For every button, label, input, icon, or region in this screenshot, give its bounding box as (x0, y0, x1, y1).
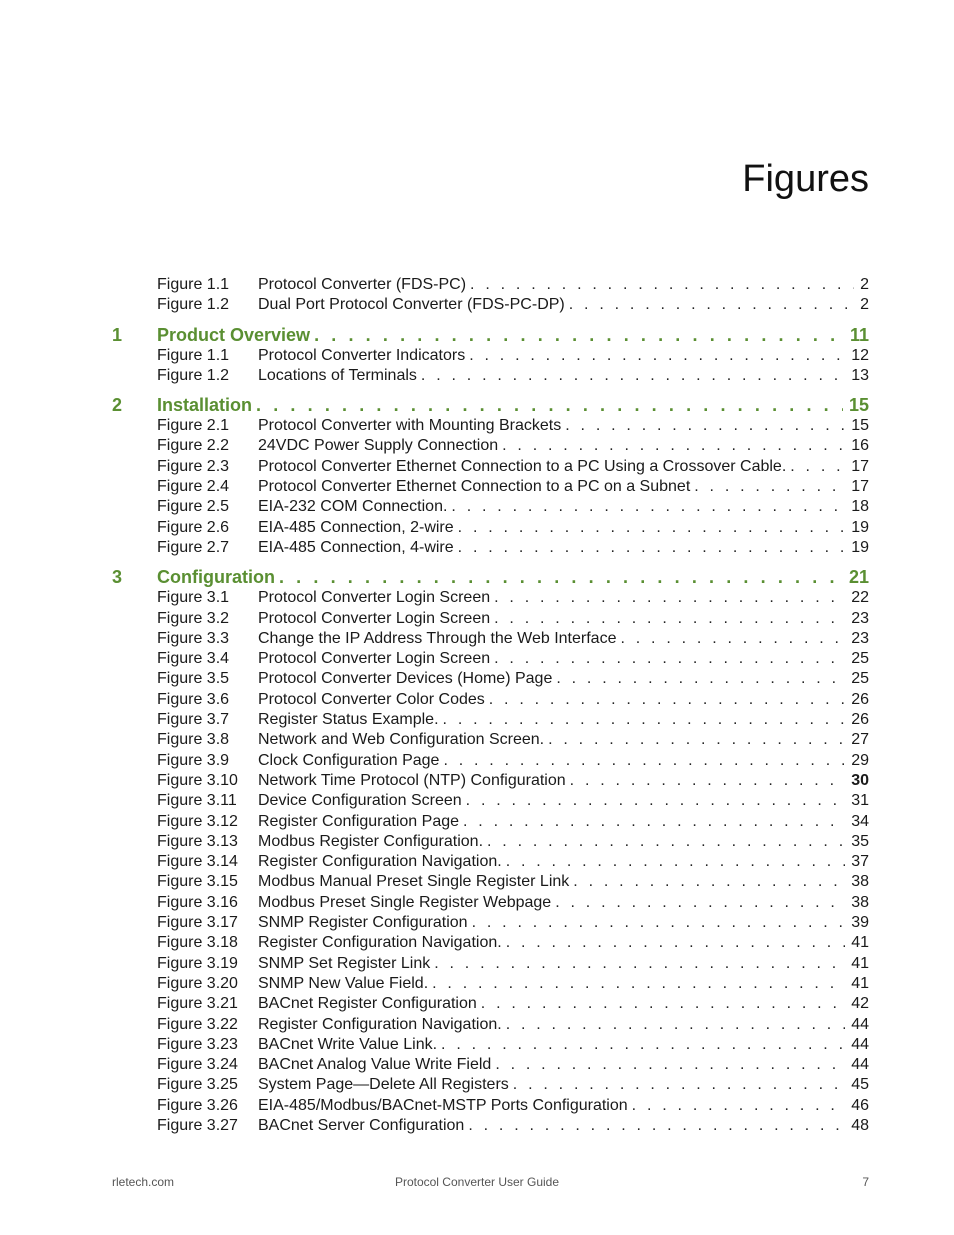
figure-number: Figure 3.15 (157, 873, 238, 891)
figure-title: Protocol Converter Login Screen (258, 589, 491, 607)
figure-number: Figure 3.22 (157, 1015, 238, 1033)
figure-title: System Page—Delete All Registers (258, 1076, 509, 1094)
dot-leader (481, 994, 845, 1014)
figure-entry[interactable] (0, 1096, 954, 1116)
dot-leader (495, 1055, 845, 1075)
figure-entry[interactable] (0, 295, 954, 315)
figure-title: Register Configuration Page (258, 812, 460, 830)
figure-title: Change the IP Address Through the Web Interface (258, 629, 617, 647)
footer-page-number: 7 (862, 1175, 869, 1189)
footer-website: rletech.com (112, 1175, 175, 1189)
figure-page-number: 2 (860, 296, 869, 314)
figure-title: Protocol Converter with Mounting Brackets (258, 417, 562, 435)
figure-entry[interactable] (0, 275, 954, 295)
figure-page-number: 44 (851, 1035, 869, 1053)
figure-page-number: 26 (851, 690, 869, 708)
figure-number: Figure 3.7 (157, 711, 230, 729)
figure-page-number: 25 (851, 650, 869, 668)
figure-number: Figure 3.19 (157, 954, 238, 972)
figure-entry[interactable] (0, 538, 954, 558)
figure-entry[interactable] (0, 629, 954, 649)
figure-number: Figure 3.23 (157, 1035, 238, 1053)
figure-page-number: 30 (851, 771, 869, 789)
dot-leader (470, 275, 854, 295)
figure-entry[interactable] (0, 1035, 954, 1055)
figure-title-line (258, 497, 869, 517)
figure-title-line (258, 477, 869, 497)
figure-number: Figure 3.10 (157, 771, 238, 789)
figure-page-number: 12 (851, 346, 869, 364)
dot-leader (256, 394, 843, 416)
figure-title-line (258, 954, 869, 974)
figure-entry[interactable] (0, 913, 954, 933)
figure-entry[interactable] (0, 436, 954, 456)
dot-leader (279, 566, 843, 588)
dot-leader (632, 1096, 846, 1116)
dot-leader (466, 791, 846, 811)
figure-number: Figure 2.7 (157, 538, 230, 556)
dot-leader (494, 609, 845, 629)
figure-number: Figure 2.4 (157, 478, 230, 496)
figure-title: EIA-485/Modbus/BACnet-MSTP Ports Configuration (258, 1096, 628, 1114)
figure-number: Figure 3.13 (157, 832, 238, 850)
figure-entry[interactable] (0, 933, 954, 953)
figure-entry[interactable] (0, 1075, 954, 1095)
figure-entry[interactable] (0, 457, 954, 477)
dot-leader (441, 1035, 845, 1055)
dot-leader (458, 538, 846, 558)
figure-title-line (258, 872, 869, 892)
figure-title-line (258, 1096, 869, 1116)
figure-page-number: 42 (851, 995, 869, 1013)
dot-leader (569, 295, 854, 315)
figure-page-number: 16 (851, 437, 869, 455)
figure-number: Figure 3.12 (157, 812, 238, 830)
figure-entry[interactable] (0, 730, 954, 750)
figure-title-line (258, 1035, 869, 1055)
figure-title-line (258, 832, 869, 852)
figure-number: Figure 2.1 (157, 417, 230, 435)
figure-title-line (258, 629, 869, 649)
figure-title-line (258, 690, 869, 710)
figure-entry[interactable] (0, 1015, 954, 1035)
figure-title-line (258, 730, 869, 750)
footer-document-title: Protocol Converter User Guide (394, 1175, 560, 1189)
figure-page-number: 39 (851, 914, 869, 932)
figure-title: SNMP Set Register Link (258, 954, 431, 972)
figure-title-line (258, 933, 869, 953)
figure-number: Figure 3.9 (157, 751, 230, 769)
dot-leader (506, 1015, 846, 1035)
figure-number: Figure 3.4 (157, 650, 230, 668)
figure-page-number: 23 (851, 629, 869, 647)
figure-entry[interactable] (0, 791, 954, 811)
figure-page-number: 19 (851, 538, 869, 556)
figure-page-number: 17 (851, 457, 869, 475)
figure-page-number: 38 (851, 893, 869, 911)
figure-entry[interactable] (0, 954, 954, 974)
chapter-title-line (157, 324, 869, 346)
figure-title-line (258, 649, 869, 669)
figure-entry[interactable] (0, 852, 954, 872)
figure-title-line (258, 346, 869, 366)
figure-title-line (258, 994, 869, 1014)
dot-leader (443, 710, 846, 730)
figure-entry[interactable] (0, 588, 954, 608)
figure-title: Protocol Converter Login Screen (258, 650, 491, 668)
figure-title-line (258, 913, 869, 933)
figure-title-line (258, 974, 869, 994)
figure-page-number: 2 (860, 276, 869, 293)
chapter-number: 3 (112, 567, 123, 588)
page-title: Figures (742, 158, 869, 200)
dot-leader (494, 588, 845, 608)
dot-leader (570, 771, 846, 791)
dot-leader (434, 954, 845, 974)
chapter-page-number: 21 (848, 567, 869, 588)
dot-leader (487, 832, 845, 852)
figure-title-line (258, 751, 869, 771)
figure-page-number: 19 (851, 518, 869, 536)
figure-page-number: 44 (851, 1056, 869, 1074)
dot-leader (494, 649, 845, 669)
figure-entry[interactable] (0, 1116, 954, 1136)
figure-page-number: 13 (851, 366, 869, 384)
figure-page-number: 27 (851, 731, 869, 749)
figure-title: EIA-232 COM Connection. (258, 498, 448, 516)
figure-entry[interactable] (0, 771, 954, 791)
figure-number: Figure 3.24 (157, 1056, 238, 1074)
figure-title-line (258, 852, 869, 872)
table-of-figures (0, 275, 954, 1136)
figure-number: Figure 3.17 (157, 914, 238, 932)
figure-entry[interactable] (0, 416, 954, 436)
chapter-title: Installation (157, 395, 253, 416)
figure-page-number: 48 (851, 1116, 869, 1134)
dot-leader (451, 497, 845, 517)
figure-number: Figure 2.5 (157, 498, 230, 516)
figure-entry[interactable] (0, 477, 954, 497)
figure-entry[interactable] (0, 893, 954, 913)
figure-number: Figure 1.2 (157, 296, 230, 314)
figure-number: Figure 2.6 (157, 518, 230, 536)
figure-number: Figure 3.14 (157, 853, 238, 871)
figure-title-line (258, 295, 869, 315)
figure-entry[interactable] (0, 812, 954, 832)
figure-entry[interactable] (0, 832, 954, 852)
figure-title-line (258, 893, 869, 913)
figure-title-line (258, 791, 869, 811)
figure-entry[interactable] (0, 497, 954, 517)
figure-number: Figure 3.3 (157, 629, 230, 647)
figure-title: Register Configuration Navigation. (258, 934, 502, 952)
chapter-page-number: 11 (849, 324, 869, 345)
figure-page-number: 25 (851, 670, 869, 688)
figure-title: Register Configuration Navigation. (258, 853, 502, 871)
chapter-page-number: 15 (848, 395, 869, 416)
figure-title: Protocol Converter Ethernet Connection to a PC Using a Crossover Cable. (258, 457, 787, 475)
figure-title: BACnet Write Value Link. (258, 1035, 438, 1053)
figure-title: Modbus Preset Single Register Webpage (258, 893, 552, 911)
figure-number: Figure 1.2 (157, 366, 230, 384)
figure-title-line (258, 518, 869, 538)
dot-leader (506, 933, 846, 953)
figure-title-line (258, 812, 869, 832)
figure-page-number: 34 (851, 812, 869, 830)
chapter-heading[interactable] (0, 566, 954, 588)
figure-title: Locations of Terminals (258, 366, 417, 384)
figure-number: Figure 3.11 (157, 792, 237, 810)
figure-page-number: 23 (851, 609, 869, 627)
figure-entry[interactable] (0, 518, 954, 538)
chapter-number: 1 (112, 324, 123, 345)
figure-title-line (258, 1116, 869, 1136)
figure-title-line (258, 588, 869, 608)
figure-title: Protocol Converter (FDS-PC) (258, 276, 467, 293)
figure-entry[interactable] (0, 751, 954, 771)
chapter-heading[interactable] (0, 394, 954, 416)
figure-title: 24VDC Power Supply Connection (258, 437, 499, 455)
chapter-title: Configuration (157, 567, 275, 588)
figure-title: Protocol Converter Devices (Home) Page (258, 670, 553, 688)
dot-leader (548, 730, 845, 750)
figure-title: Register Status Example. (258, 711, 439, 729)
dot-leader (432, 974, 845, 994)
figure-number: Figure 3.6 (157, 690, 230, 708)
dot-leader (513, 1075, 845, 1095)
figure-page-number: 26 (851, 711, 869, 729)
dot-leader (458, 518, 846, 538)
figure-title: EIA-485 Connection, 2-wire (258, 518, 454, 536)
figure-title: Modbus Manual Preset Single Register Link (258, 873, 570, 891)
figure-number: Figure 1.1 (157, 276, 230, 293)
figure-number: Figure 3.2 (157, 609, 230, 627)
figure-entry[interactable] (0, 710, 954, 730)
figure-entry[interactable] (0, 366, 954, 386)
chapter-number: 2 (112, 395, 123, 416)
figure-title: Protocol Converter Ethernet Connection to a PC on a Subnet (258, 478, 691, 496)
figure-title: Dual Port Protocol Converter (FDS-PC-DP) (258, 296, 565, 314)
dot-leader (573, 872, 845, 892)
dot-leader (565, 416, 845, 436)
figure-page-number: 41 (851, 974, 869, 992)
dot-leader (421, 366, 845, 386)
figure-title-line (258, 275, 869, 295)
figure-title-line (258, 366, 869, 386)
figure-number: Figure 1.1 (157, 346, 230, 364)
figure-page-number: 44 (851, 1015, 869, 1033)
figure-title: Device Configuration Screen (258, 792, 462, 810)
figure-page-number: 15 (851, 417, 869, 435)
figure-number: Figure 3.18 (157, 934, 238, 952)
figure-number: Figure 3.25 (157, 1076, 238, 1094)
figure-entry[interactable] (0, 872, 954, 892)
figure-entry[interactable] (0, 609, 954, 629)
figure-title: Modbus Register Configuration. (258, 832, 484, 850)
figure-page-number: 22 (851, 589, 869, 607)
dot-leader (472, 913, 846, 933)
figure-title: SNMP New Value Field. (258, 974, 429, 992)
figure-number: Figure 3.27 (157, 1116, 238, 1134)
figure-page-number: 45 (851, 1076, 869, 1094)
figure-title: Protocol Converter Color Codes (258, 690, 485, 708)
figure-title-line (258, 436, 869, 456)
figure-title-line (258, 1075, 869, 1095)
figure-title-line (258, 538, 869, 558)
figure-title: BACnet Server Configuration (258, 1116, 465, 1134)
figure-number: Figure 3.5 (157, 670, 230, 688)
dot-leader (506, 852, 846, 872)
figure-title-line (258, 416, 869, 436)
figure-entry[interactable] (0, 649, 954, 669)
figure-title: Clock Configuration Page (258, 751, 440, 769)
chapter-title-line (157, 394, 869, 416)
figure-title: BACnet Register Configuration (258, 995, 477, 1013)
dot-leader (489, 690, 845, 710)
figure-number: Figure 2.2 (157, 437, 230, 455)
dot-leader (555, 893, 845, 913)
dot-leader (790, 457, 845, 477)
figure-entry[interactable] (0, 346, 954, 366)
figure-page-number: 35 (851, 832, 869, 850)
dot-leader (469, 346, 845, 366)
figure-page-number: 41 (851, 934, 869, 952)
figure-entry[interactable] (0, 974, 954, 994)
figure-title: Network and Web Configuration Screen. (258, 731, 545, 749)
dot-leader (556, 669, 845, 689)
figure-page-number: 37 (851, 853, 869, 871)
figure-entry[interactable] (0, 994, 954, 1014)
figure-number: Figure 2.3 (157, 457, 230, 475)
figure-title: EIA-485 Connection, 4-wire (258, 538, 454, 556)
chapter-heading[interactable] (0, 324, 954, 346)
dot-leader (314, 324, 844, 346)
figure-title: Register Configuration Navigation. (258, 1015, 502, 1033)
figure-number: Figure 3.21 (157, 995, 238, 1013)
figure-number: Figure 3.1 (157, 589, 230, 607)
figure-number: Figure 3.8 (157, 731, 230, 749)
dot-leader (620, 629, 845, 649)
chapter-title-line (157, 566, 869, 588)
figure-title-line (258, 710, 869, 730)
figure-number: Figure 3.16 (157, 893, 238, 911)
figure-page-number: 38 (851, 873, 869, 891)
dot-leader (468, 1116, 845, 1136)
dot-leader (694, 477, 845, 497)
figure-page-number: 29 (851, 751, 869, 769)
figure-page-number: 41 (851, 954, 869, 972)
figure-page-number: 18 (851, 498, 869, 516)
figure-number: Figure 3.26 (157, 1096, 238, 1114)
figure-title-line (258, 609, 869, 629)
figure-title: Protocol Converter Indicators (258, 346, 466, 364)
figure-page-number: 31 (851, 792, 869, 810)
figure-title-line (258, 457, 869, 477)
figure-entry[interactable] (0, 690, 954, 710)
figure-number: Figure 3.20 (157, 974, 238, 992)
figure-title-line (258, 1015, 869, 1035)
figure-title: Network Time Protocol (NTP) Configuration (258, 771, 566, 789)
figure-title-line (258, 771, 869, 791)
figure-title-line (258, 669, 869, 689)
figure-title: SNMP Register Configuration (258, 914, 468, 932)
figure-page-number: 17 (851, 478, 869, 496)
figure-entry[interactable] (0, 1055, 954, 1075)
figure-entry[interactable] (0, 669, 954, 689)
figure-title: Protocol Converter Login Screen (258, 609, 491, 627)
chapter-title: Product Overview (157, 324, 311, 345)
dot-leader (443, 751, 845, 771)
dot-leader (502, 436, 845, 456)
figure-title: BACnet Analog Value Write Field (258, 1056, 492, 1074)
dot-leader (463, 812, 845, 832)
figure-title-line (258, 1055, 869, 1075)
figure-page-number: 46 (851, 1096, 869, 1114)
